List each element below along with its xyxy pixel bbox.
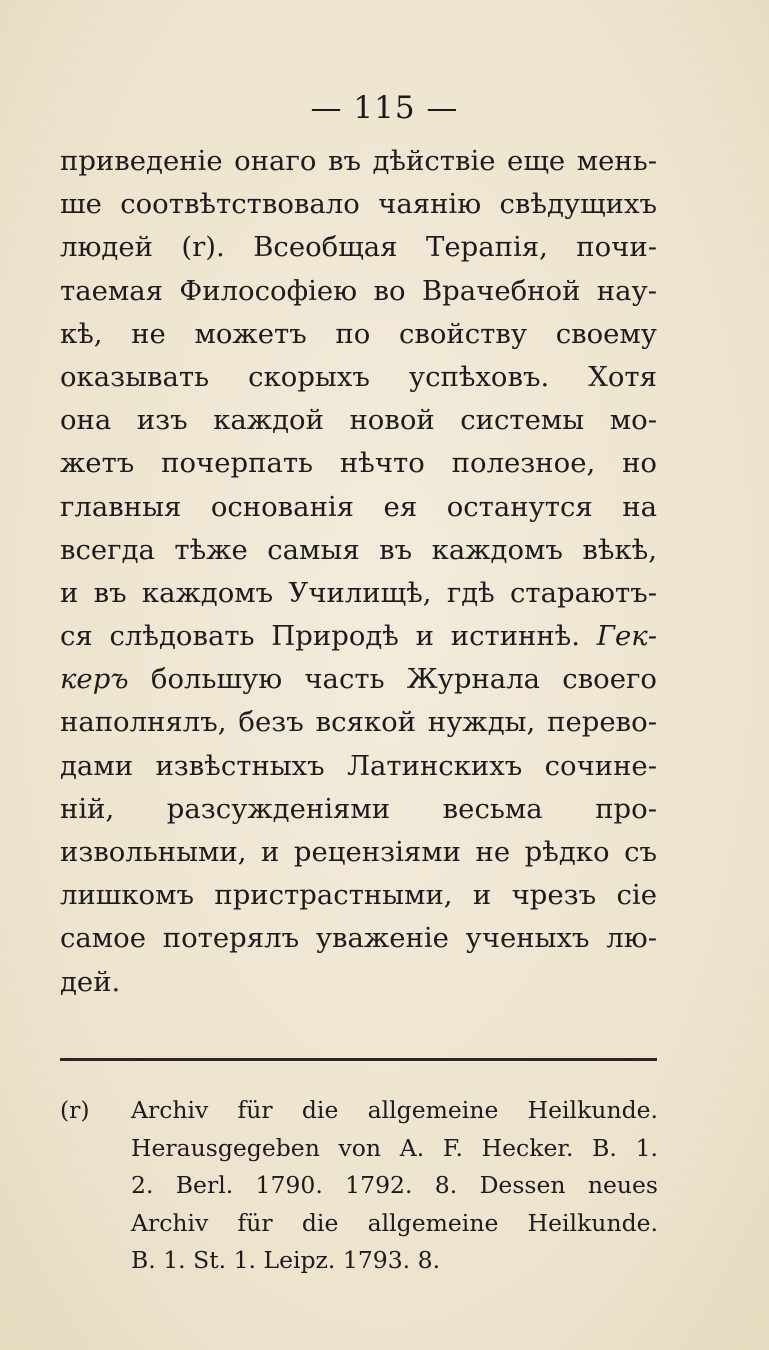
text-line xyxy=(60,615,657,658)
text-line: дей. xyxy=(60,965,121,998)
footnote-line: Archiv für die allgemeine Heilkunde. xyxy=(131,1208,658,1237)
text-line xyxy=(60,658,657,701)
page-number: — 115 — xyxy=(310,90,459,126)
footnote-marker: (r) xyxy=(60,1096,90,1124)
text-line: наполнялъ, безъ всякой нужды, перево- xyxy=(60,706,657,739)
text-line-segment: ся слѣдовать Природѣ и истиннѣ. xyxy=(60,620,581,653)
text-line: кѣ, не можетъ по свойству своему xyxy=(60,317,657,350)
footnote-line: 2. Berl. 1790. 1792. 8. Dessen neues xyxy=(131,1171,658,1199)
footnote-divider xyxy=(60,1058,657,1061)
text-line: нiй, разсужденiями весьма про- xyxy=(60,792,657,825)
text-line: людей (r). Всеобщая Терапiя, почи- xyxy=(60,231,657,264)
text-line: главныя основанiя ея останутся на xyxy=(60,490,657,523)
text-line: всегда тѣже самыя въ каждомъ вѣкѣ, xyxy=(60,533,657,566)
text-line: таемая Философiею во Врачебной нау- xyxy=(60,274,657,307)
footnote-line: B. 1. St. 1. Leipz. 1793. 8. xyxy=(131,1246,441,1274)
text-line: самое потерялъ уваженie ученыхъ лю- xyxy=(60,922,657,955)
text-line: и въ каждомъ Училищѣ, гдѣ стараютъ- xyxy=(60,576,657,609)
text-line: лишкомъ пристрастными, и чрезъ сie xyxy=(60,879,657,912)
footnote-line: Herausgegeben von A. F. Hecker. B. 1. xyxy=(131,1133,658,1162)
text-line-segment: большую часть Журнала своего xyxy=(150,663,657,696)
italic-name: Гек- xyxy=(596,620,657,653)
text-line: оказывать скорыхъ успѣховъ. Хотя xyxy=(60,360,657,393)
text-line: приведенie онаго въ дѣйствie еще мень- xyxy=(60,145,657,177)
text-line: жетъ почерпать нѣчто полезное, но xyxy=(60,447,657,480)
text-line: извольными, и рецензiями не рѣдко съ xyxy=(60,836,657,868)
italic-name: керъ xyxy=(60,663,129,696)
text-line: она изъ каждой новой системы мо- xyxy=(60,404,657,437)
body-text xyxy=(60,140,657,1004)
footnote-text xyxy=(131,1092,658,1280)
text-line: дами извѣстныхъ Латинскихъ сочине- xyxy=(60,749,657,782)
text-line: ше соотвѣтствовало чаянiю свѣдущихъ xyxy=(60,188,657,221)
footnote-line: Archiv für die allgemeine Heilkunde. xyxy=(131,1096,658,1124)
